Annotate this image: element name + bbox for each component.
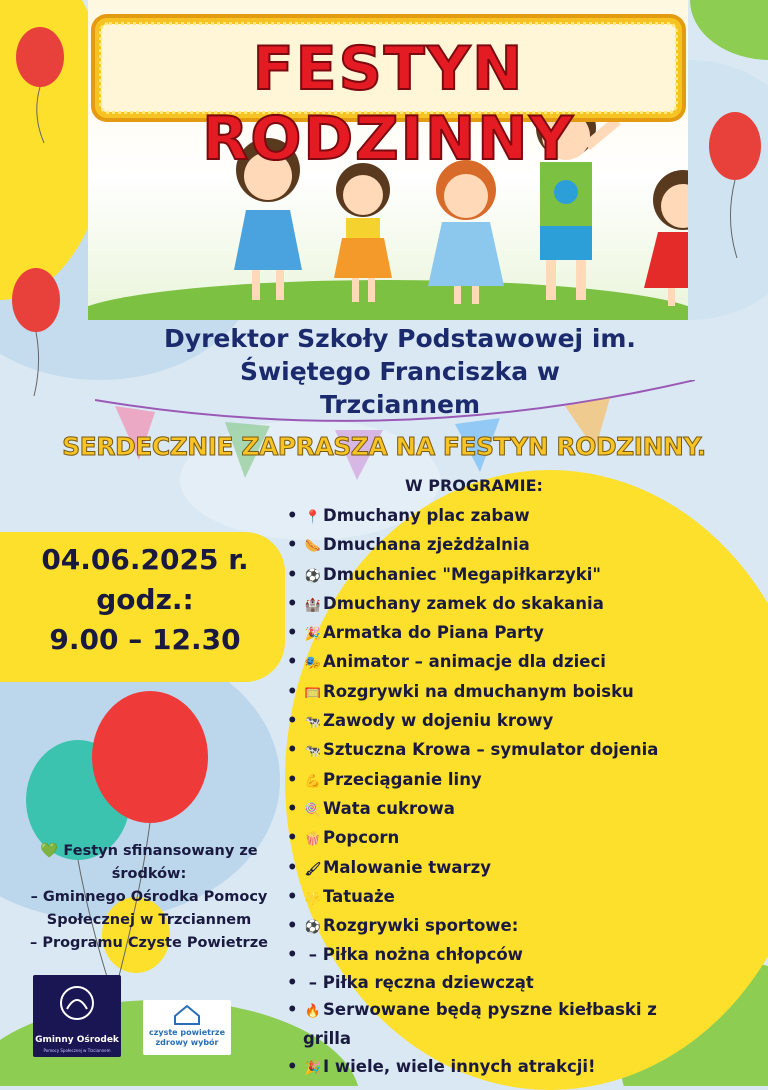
school-line: Świętego Franciszka w (240, 357, 560, 386)
czyste-powietrze-logo (143, 1000, 231, 1055)
program-item: • 🌟 Tatuaże (287, 883, 727, 912)
school-director-text (80, 322, 720, 421)
balloon-icon (8, 268, 68, 398)
pin-icon: 📍 (304, 510, 322, 525)
cow-icon: 🐄 (304, 744, 322, 760)
balloon-icon (12, 25, 68, 145)
date-text-block (0, 540, 290, 660)
hours-label: godz.: (96, 583, 194, 616)
funding-line: Społecznej w Trzciannem (46, 912, 252, 928)
program-item: • 🌭 Dmuchana zjeżdżalnia (287, 531, 727, 560)
program-item: • 🎭 Animator – animacje dla dzieci (287, 648, 727, 677)
program-item: • 📍 Dmuchany plac zabaw (287, 502, 727, 531)
goal-net-icon: 🥅 (304, 685, 322, 701)
muscle-icon: 💪 (304, 773, 322, 789)
soccer-ball-icon: ⚽ (304, 568, 322, 584)
program-item: • 🍭 Wata cukrowa (287, 795, 727, 824)
soccer-ball-icon: ⚽ (304, 920, 322, 936)
program-item: • 🐄 Zawody w dojeniu krowy (287, 707, 727, 736)
title-sign (95, 18, 682, 174)
gops-logo-sub: Pomocy Społecznej w Trzciannem (43, 1048, 111, 1053)
funding-line: środków: (111, 866, 187, 882)
event-hours: 9.00 – 12.30 (49, 623, 241, 656)
event-date: 04.06.2025 r. (41, 543, 249, 576)
program-item: • 🥅 Rozgrywki na dmuchanym boisku (287, 678, 727, 707)
kid-figure (428, 160, 504, 304)
theater-masks-icon: 🎭 (304, 656, 322, 672)
program-item: • ⚽ Rozgrywki sportowe: (287, 912, 727, 941)
program-item-continuation: grilla (303, 1029, 352, 1049)
program-item: • 🔥 Serwowane będą pyszne kiełbaski z (287, 996, 727, 1025)
funding-info (18, 840, 280, 955)
school-line: Trzciannem (319, 390, 481, 419)
green-corner (690, 0, 768, 60)
kid-figure (644, 170, 688, 306)
gops-logo (33, 975, 121, 1057)
program-item: • 🏰 Dmuchany zamek do skakania (287, 590, 727, 619)
program-item: • 💪 Przeciąganie liny (287, 766, 727, 795)
paintbrush-icon: 🖌 (304, 861, 322, 877)
program-item: • 🖌 Malowanie twarzy (287, 854, 727, 883)
program-list (287, 502, 727, 1082)
invite-headline: SERDECZNIE ZAPRASZA NA FESTYN RODZINNY. (62, 432, 706, 461)
slide-icon: 🌭 (304, 539, 322, 555)
party-popper-icon: 🎉 (304, 1060, 322, 1076)
star-icon: 🌟 (304, 890, 322, 906)
balloon-icon (705, 110, 765, 260)
program-item: • 🍿 Popcorn (287, 824, 727, 853)
program-item: • 🎉 Armatka do Piana Party (287, 619, 727, 648)
program-item: • – Piłka nożna chłopców (287, 945, 523, 965)
funding-line: 💚 Festyn sfinansowany ze (40, 843, 258, 859)
cp-logo-line2: zdrowy wybór (155, 1038, 219, 1047)
lollipop-icon: 🍭 (304, 802, 322, 818)
house-icon (173, 1004, 201, 1026)
castle-icon: 🏰 (304, 597, 322, 613)
cow-icon: 🐄 (304, 715, 322, 731)
program-item: • – Piłka ręczna dziewcząt (287, 972, 534, 992)
kid-figure (334, 163, 392, 302)
funding-line: – Programu Czyste Powietrze (30, 935, 268, 951)
program-item: • 🎉 I wiele, wiele innych atrakcji! (287, 1053, 727, 1082)
program-item: • 🐄 Sztuczna Krowa – symulator dojenia (287, 736, 727, 765)
program-heading: W PROGRAMIE: (405, 476, 543, 495)
gops-emblem-icon (59, 985, 95, 1021)
funding-line: – Gminnego Ośrodka Pomocy (30, 889, 268, 905)
program-item: • ⚽ Dmuchaniec "Megapiłkarzyki" (287, 561, 727, 590)
poster-title: FESTYN RODZINNY (202, 34, 575, 174)
school-line: Dyrektor Szkoły Podstawowej im. (164, 324, 636, 353)
party-popper-icon: 🎉 (304, 627, 322, 643)
fire-icon: 🔥 (304, 1004, 322, 1020)
popcorn-icon: 🍿 (304, 832, 322, 848)
gops-logo-name: Gminny Ośrodek (35, 1035, 119, 1045)
cp-logo-line1: czyste powietrze (148, 1028, 226, 1037)
